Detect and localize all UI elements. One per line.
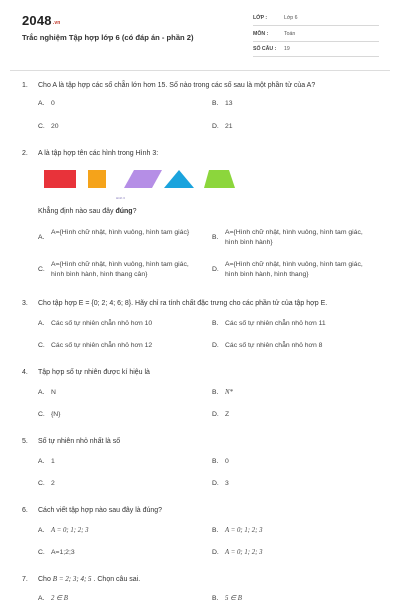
question-text: Số tự nhiên nhỏ nhất là số	[38, 438, 121, 445]
document-title: Trắc nghiệm Tập hợp lớp 6 (có đáp án - phần 2)	[22, 33, 194, 42]
meta-question-count	[253, 44, 379, 57]
meta-value: Lớp 6	[284, 15, 298, 21]
question-text: Tập hợp số tự nhiên được kí hiệu là	[38, 369, 150, 376]
option-letter: D.	[212, 342, 219, 349]
option-a[interactable]	[38, 527, 89, 534]
option-text: 2 ∈ B	[51, 595, 68, 600]
question-number: 2.	[22, 150, 28, 157]
option-letter: D.	[212, 266, 219, 273]
option-letter: B.	[212, 595, 219, 600]
meta-grade	[253, 13, 379, 26]
option-letter: D.	[212, 480, 219, 487]
question-5	[22, 438, 120, 445]
option-text: N	[51, 389, 56, 396]
question-number: 6.	[22, 507, 28, 514]
option-letter: B.	[212, 527, 219, 534]
option-text: Các số tự nhiên chẵn nhỏ hơn 10	[51, 320, 153, 327]
meta-subject	[253, 29, 379, 42]
question-7	[22, 575, 140, 583]
option-letter: A.	[38, 320, 45, 327]
question-number: 3.	[22, 300, 28, 307]
option-d[interactable]	[212, 260, 372, 280]
rectangle-shape	[44, 170, 76, 188]
option-d[interactable]	[212, 411, 229, 418]
option-letter: C.	[38, 549, 45, 556]
option-letter: A.	[38, 234, 45, 241]
option-text: A={Hình chữ nhật, hình vuông, hình tam giác, hình bình hành, hình thang}	[225, 261, 363, 278]
option-letter: B.	[212, 389, 219, 396]
question-3	[22, 300, 327, 307]
option-c[interactable]	[38, 342, 152, 349]
option-letter: C.	[38, 411, 45, 418]
option-b[interactable]	[212, 100, 233, 107]
option-text: A={Hình chữ nhật, hình vuông, hình tam giác, hình bình hành}	[225, 229, 363, 246]
option-text: Các số tự nhiên chẵn nhỏ hơn 12	[51, 342, 153, 349]
site-logo[interactable]	[22, 13, 61, 28]
option-text: N*	[225, 389, 233, 396]
option-text: A = 0; 1; 2; 3	[225, 527, 263, 534]
trapezoid-shape	[204, 170, 235, 188]
option-letter: D.	[212, 411, 219, 418]
meta-label: LỚP :	[253, 15, 268, 21]
option-text: A = 0; 1; 2; 3	[51, 527, 89, 534]
option-letter: A.	[38, 100, 45, 107]
option-b[interactable]	[212, 594, 242, 600]
option-c[interactable]	[38, 480, 55, 487]
question-text: Cho	[38, 576, 53, 583]
header-divider	[10, 70, 390, 71]
option-d[interactable]	[212, 342, 322, 349]
option-letter: C.	[38, 480, 45, 487]
stem-bold: đúng	[115, 208, 133, 215]
question-text: Cho tập hợp E = {0; 2; 4; 6; 8}. Hãy chỉ ra tính chất đặc trưng cho các phần tử của tập hợp E.	[38, 300, 328, 307]
stem-text: Khẳng định nào sau đây	[38, 208, 116, 215]
option-a[interactable]	[38, 458, 55, 465]
option-letter: D.	[212, 549, 219, 556]
question-number: 4.	[22, 369, 28, 376]
option-letter: B.	[212, 320, 219, 327]
meta-label: MÔN :	[253, 31, 269, 37]
option-text: Các số tự nhiên chẵn nhỏ hơn 8	[225, 342, 323, 349]
option-letter: B.	[212, 100, 219, 107]
logo-subtext: .vn	[52, 20, 61, 26]
question-text-end: . Chọn câu sai.	[91, 576, 141, 583]
option-text: 13	[225, 100, 233, 107]
option-b[interactable]	[212, 458, 229, 465]
option-text: 1	[51, 458, 55, 465]
option-text: 21	[225, 123, 233, 130]
option-letter: C.	[38, 342, 45, 349]
stem-end: ?	[132, 208, 137, 215]
document-header	[0, 0, 400, 62]
option-text: A={Hình chữ nhật, hình vuông, hình tam giác}	[51, 229, 190, 236]
option-text: A = 0; 1; 2; 3	[225, 549, 263, 556]
question-number: 1.	[22, 82, 28, 89]
option-letter: A.	[38, 389, 45, 396]
question-2-stem	[38, 208, 136, 215]
figure-caption: Hình 3	[116, 196, 125, 200]
option-letter: A.	[38, 527, 45, 534]
option-c[interactable]	[38, 123, 59, 130]
option-d[interactable]	[212, 123, 233, 130]
triangle-shape	[164, 170, 194, 188]
option-text: Các số tự nhiên chẵn nhỏ hơn 11	[225, 320, 326, 327]
option-a[interactable]	[38, 100, 55, 107]
meta-value: 19	[284, 46, 290, 52]
logo-text: 2048	[22, 13, 52, 28]
option-text: A={Hình chữ nhật, hình vuông, hình tam giác, hình bình hành, hình thang cân}	[51, 261, 189, 278]
option-letter: B.	[212, 234, 219, 241]
meta-value: Toán	[284, 31, 296, 37]
question-number: 5.	[22, 438, 28, 445]
option-letter: A.	[38, 595, 45, 600]
option-text: 0	[51, 100, 55, 107]
option-c[interactable]	[38, 260, 198, 280]
question-text: A là tập hợp tên các hình trong Hình 3:	[38, 150, 159, 157]
option-letter: C.	[38, 123, 45, 130]
question-4	[22, 369, 150, 376]
question-text: Cách viết tập hợp nào sau đây là đúng?	[38, 507, 163, 514]
figure-shapes	[44, 165, 244, 205]
question-math: B = 2; 3; 4; 5	[52, 575, 92, 583]
parallelogram-shape	[124, 170, 162, 188]
question-2	[22, 150, 158, 157]
option-letter: C.	[38, 266, 45, 273]
option-text: 0	[225, 458, 229, 465]
meta-label: SỐ CÂU :	[253, 46, 277, 52]
option-a[interactable]	[38, 594, 68, 600]
option-text: Z	[225, 411, 230, 418]
square-shape	[88, 170, 106, 188]
option-text: {N}	[51, 411, 61, 418]
option-b[interactable]	[212, 527, 263, 534]
option-a[interactable]	[38, 389, 56, 396]
question-number: 7.	[22, 576, 28, 583]
option-text: 2	[51, 480, 55, 487]
option-c[interactable]	[38, 549, 75, 556]
option-a[interactable]	[38, 320, 152, 327]
question-text: Cho A là tập hợp các số chẵn lớn hơn 15. Số nào trong các số sau là một phần tử của A?	[38, 82, 316, 89]
option-d[interactable]	[212, 480, 229, 487]
option-text: 3	[225, 480, 229, 487]
option-text: A=1;2;3	[51, 549, 75, 556]
option-b[interactable]	[212, 320, 326, 327]
option-letter: D.	[212, 123, 219, 130]
question-1	[22, 82, 315, 89]
option-c[interactable]	[38, 411, 60, 418]
option-letter: A.	[38, 458, 45, 465]
option-d[interactable]	[212, 549, 263, 556]
option-a[interactable]	[38, 228, 198, 241]
question-6	[22, 507, 162, 514]
option-text: 5 ∈ B	[225, 595, 242, 600]
option-b[interactable]	[212, 228, 372, 248]
option-letter: B.	[212, 458, 219, 465]
option-b[interactable]	[212, 389, 233, 396]
option-text: 20	[51, 123, 59, 130]
